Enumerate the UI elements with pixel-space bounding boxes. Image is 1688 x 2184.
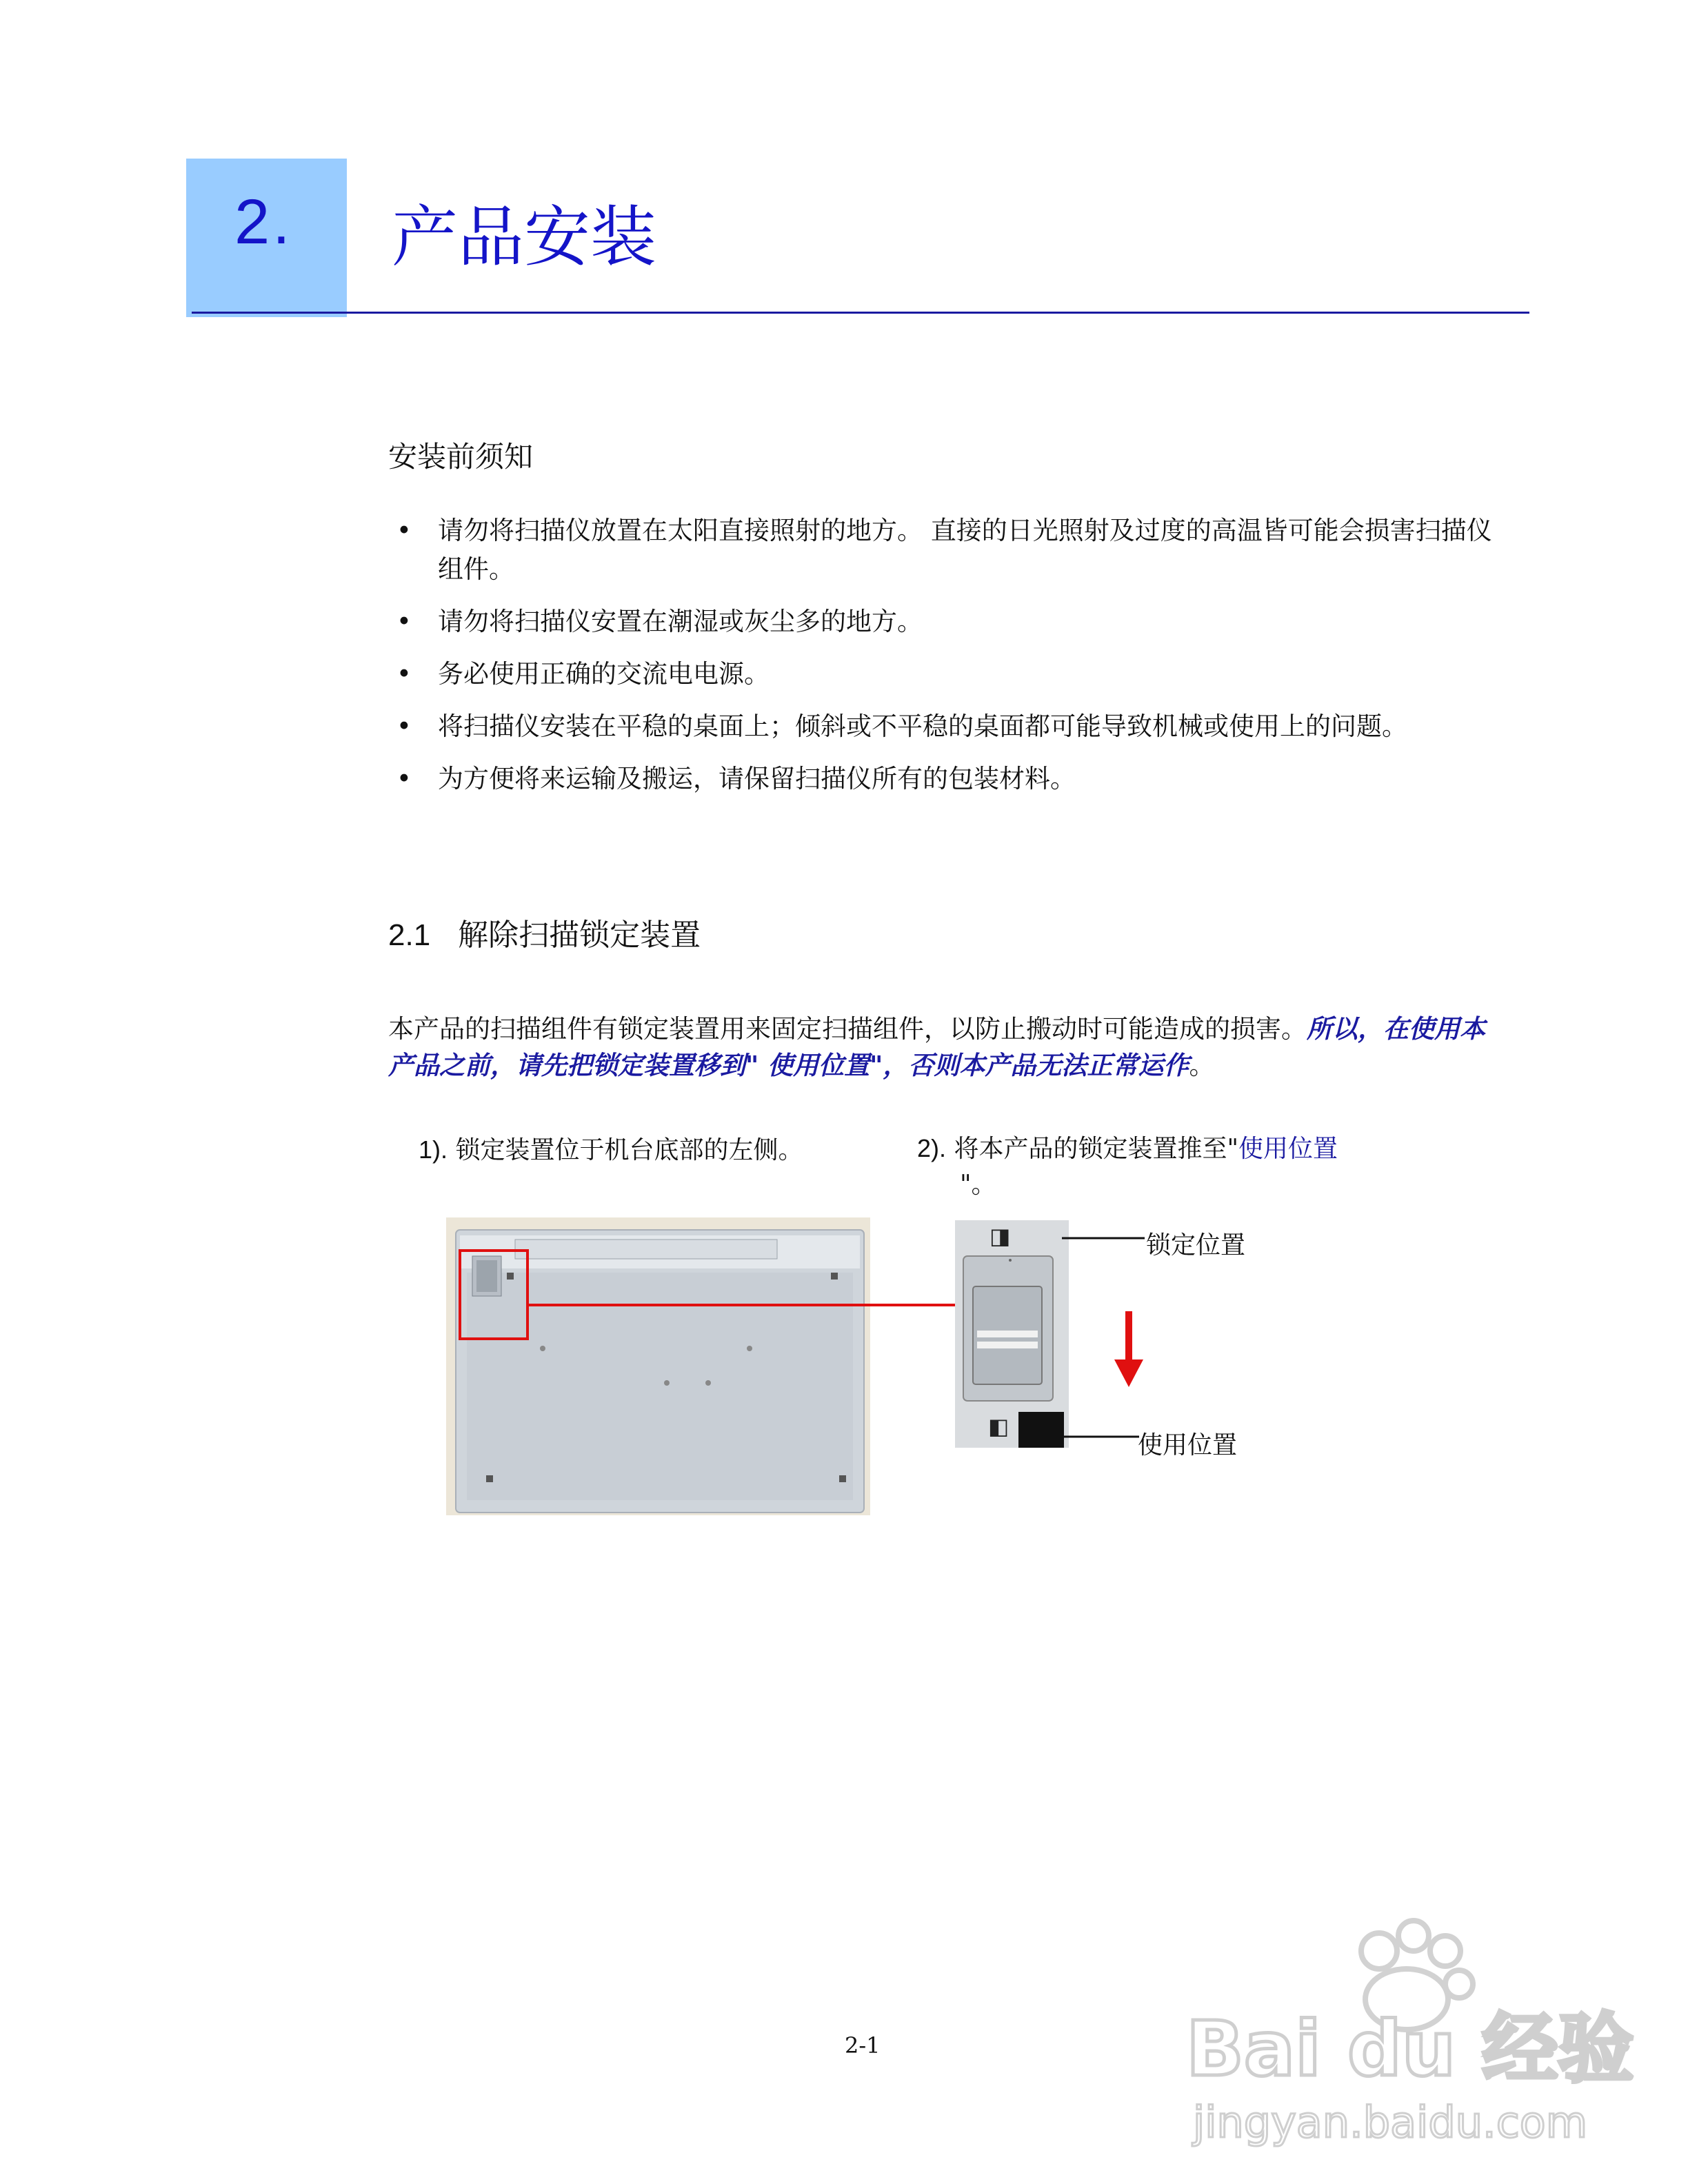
unlocked-icon: ◧ (988, 1413, 1009, 1439)
bullet-icon: • (396, 711, 412, 741)
locked-icon: ◨ (989, 1223, 1011, 1249)
scanner-bottom-photo (446, 1217, 870, 1515)
list-item: • 请勿将扫描仪放置在太阳直接照射的地方。 直接的日光照射及过度的高温皆可能会损害扫描仪组件。 (396, 512, 1500, 589)
notice-list (396, 512, 1500, 812)
section-intro: 本产品的扫描组件有锁定装置用来固定扫描组件，以防止搬动时可能造成的损害。所以，在使用本产品之前，请先把锁定装置移到" 使用位置"，否则本产品无法正常运作。 (388, 1013, 1485, 1080)
list-item: • 务必使用正确的交流电电源。 (396, 655, 1500, 694)
baidu-watermark-logo (1172, 1903, 1634, 2151)
connector-line (528, 1296, 962, 1317)
notice-heading: 安装前须知 (388, 440, 534, 474)
step-1: 1). 锁定装置位于机台底部的左侧。 (419, 1135, 803, 1164)
page-number: 2-1 (845, 2032, 881, 2059)
chapter-number: 2. (234, 187, 293, 257)
down-arrow-icon (1112, 1311, 1146, 1388)
callout-line-use (1048, 1430, 1139, 1444)
list-item: • 将扫描仪安装在平稳的桌面上；倾斜或不平稳的桌面都可能导致机械或使用上的问题。 (396, 707, 1500, 746)
list-item: • 为方便将来运输及搬运，请保留扫描仪所有的包装材料。 (396, 760, 1500, 798)
bullet-icon: • (396, 607, 412, 636)
lock-position-label: 锁定位置 (1146, 1231, 1246, 1260)
section-title: 解除扫描锁定装置 (458, 918, 701, 953)
bullet-icon: • (396, 659, 412, 689)
use-position-label: 使用位置 (1138, 1431, 1238, 1459)
watermark-url-text: jingyan.baidu.com (1193, 2097, 1588, 2147)
chapter-title: 产品安装 (392, 199, 656, 276)
bullet-icon: • (396, 764, 412, 793)
lock-switch-photo (955, 1220, 1069, 1448)
list-item: • 请勿将扫描仪安置在潮湿或灰尘多的地方。 (396, 603, 1500, 641)
intro-emphasis: 所以，在使用本产品之前，请先把锁定装置移到" 使用位置"，否则本产品无法正常运作 (388, 1013, 1485, 1080)
chapter-divider (192, 312, 1529, 314)
section-number: 2.1 (388, 918, 431, 952)
step-2: 2). 将本产品的锁定装置推至"使用位置 "。 (917, 1134, 1338, 1199)
section-heading (388, 910, 701, 954)
watermark-logo-text: Bai du 经验 (1186, 2005, 1634, 2093)
callout-line-lock (1062, 1231, 1145, 1245)
bullet-icon: • (396, 516, 412, 545)
